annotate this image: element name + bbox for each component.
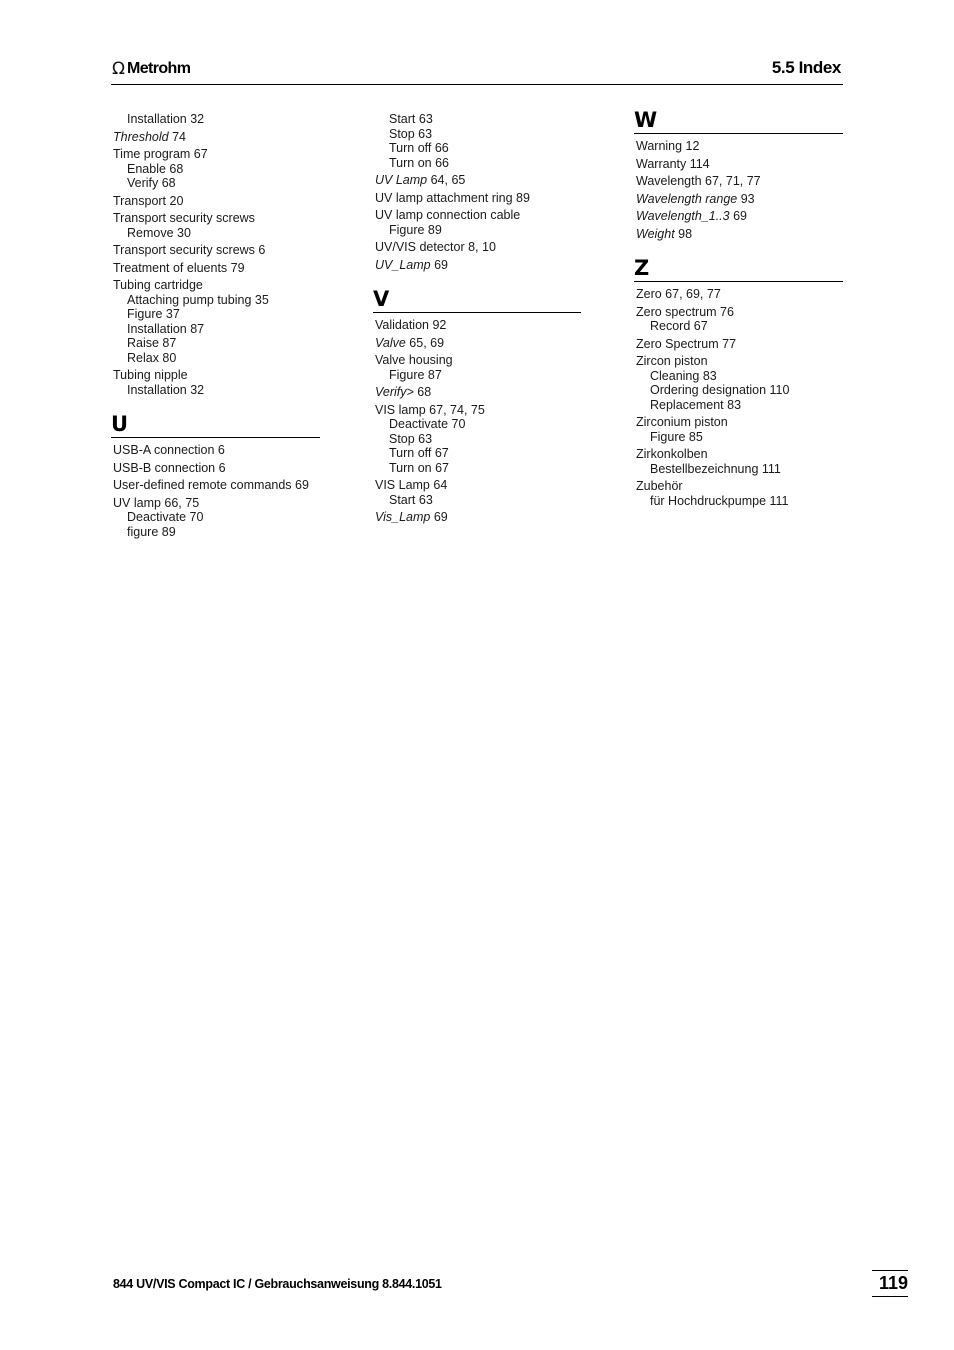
index-subentry: Verify 68 xyxy=(127,176,176,190)
index-term-text: Transport 20 xyxy=(113,193,184,208)
index-term xyxy=(375,240,581,255)
index-entry xyxy=(113,478,320,493)
index-entry xyxy=(113,443,320,458)
index-entry xyxy=(636,305,843,334)
letter-heading-label: V xyxy=(373,287,390,311)
index-term-text: Threshold xyxy=(113,129,169,144)
index-subentry: Installation 87 xyxy=(127,321,205,336)
index-subentry: Stop 63 xyxy=(389,126,433,141)
index-term xyxy=(636,287,843,302)
index-term xyxy=(375,191,581,206)
index-term xyxy=(375,336,581,351)
index-term-text: UV lamp 66, 75 xyxy=(113,495,200,510)
index-subentry: Attaching pump tubing 35 xyxy=(127,292,269,307)
index-term xyxy=(113,211,320,226)
index-entry xyxy=(113,261,320,276)
index-entry xyxy=(375,510,581,525)
index-entry xyxy=(375,112,581,170)
index-term-text: UV_Lamp xyxy=(375,257,431,272)
index-term xyxy=(636,192,843,207)
brand-name: Metrohm xyxy=(127,60,191,77)
index-term-text: Validation 92 xyxy=(375,318,447,332)
index-entry xyxy=(375,478,581,507)
index-term-text: Valve xyxy=(375,335,406,350)
page-header xyxy=(111,58,843,85)
index-term xyxy=(113,194,320,209)
index-term-text: Transport security screws 6 xyxy=(113,243,266,257)
letter-heading xyxy=(373,286,581,313)
index-term-pages: 69 xyxy=(434,257,448,272)
index-subentry: Deactivate 70 xyxy=(127,510,204,524)
index-subentry: Replacement 83 xyxy=(650,397,742,412)
index-term xyxy=(113,496,320,511)
index-entry xyxy=(113,243,320,258)
index-entry xyxy=(113,211,320,240)
index-term xyxy=(636,415,843,430)
index-term-text: Transport security screws xyxy=(113,211,255,225)
index-term xyxy=(636,305,843,320)
index-subentry: Figure 37 xyxy=(127,307,180,321)
index-term xyxy=(113,461,320,476)
index-subentry: Cleaning 83 xyxy=(650,368,717,383)
index-entry xyxy=(113,147,320,191)
index-subentry: Installation 32 xyxy=(127,112,205,126)
index-subentry: Start 63 xyxy=(389,112,433,126)
index-subentry: Figure 89 xyxy=(389,222,442,237)
index-entry xyxy=(113,461,320,476)
index-term-text: Treatment of eluents 79 xyxy=(113,260,245,275)
index-term xyxy=(636,139,843,154)
index-entry xyxy=(636,415,843,444)
index-term xyxy=(375,478,581,493)
index-entry xyxy=(375,208,581,237)
index-term xyxy=(636,447,843,462)
index-column-2 xyxy=(375,112,581,528)
index-entry xyxy=(113,368,320,397)
index-term-pages: 68 xyxy=(417,385,432,399)
letter-heading-label: U xyxy=(111,412,129,436)
index-term-text: Vis_Lamp xyxy=(375,510,431,524)
index-term-pages: 74 xyxy=(172,129,186,144)
index-entry xyxy=(636,192,843,207)
index-subentry: Installation 32 xyxy=(127,382,205,397)
index-column-3 xyxy=(634,108,843,511)
index-subentry: Figure 87 xyxy=(389,367,442,382)
index-entry xyxy=(113,496,320,540)
index-entry xyxy=(636,209,843,224)
index-subentry: für Hochdruckpumpe 111 xyxy=(650,493,789,508)
index-subentry: Stop 63 xyxy=(389,431,433,446)
index-term-text: Warranty 114 xyxy=(636,156,710,171)
index-term xyxy=(636,479,843,494)
index-term-pages: 69 xyxy=(733,209,747,223)
omega-logo-icon: Ω xyxy=(112,59,125,79)
index-entry xyxy=(375,318,581,333)
index-entry xyxy=(636,287,843,302)
index-entry xyxy=(375,353,581,382)
index-term xyxy=(375,318,581,333)
index-entry xyxy=(113,112,320,127)
index-subentry: Raise 87 xyxy=(127,336,177,350)
index-term-text: VIS lamp 67, 74, 75 xyxy=(375,402,485,417)
index-term-pages: 69 xyxy=(433,510,448,524)
index-term xyxy=(636,227,843,242)
index-subentry: Relax 80 xyxy=(127,350,177,365)
index-entry xyxy=(636,139,843,154)
index-term-text: UV lamp connection cable xyxy=(375,208,521,222)
index-entry xyxy=(375,173,581,188)
index-term xyxy=(375,403,581,418)
index-term-text: User-defined remote commands 69 xyxy=(113,478,309,492)
index-term xyxy=(375,173,581,188)
index-entry xyxy=(375,403,581,476)
index-term xyxy=(113,261,320,276)
index-term xyxy=(375,510,581,525)
index-entry xyxy=(636,354,843,412)
index-subentry: figure 89 xyxy=(127,524,176,539)
index-term xyxy=(113,368,320,383)
index-term-text: Wavelength_1..3 xyxy=(636,209,730,223)
index-term-text: Zirconium piston xyxy=(636,415,728,429)
index-term xyxy=(375,353,581,368)
index-subentry: Turn on 66 xyxy=(389,155,449,170)
index-entry xyxy=(636,447,843,476)
index-subentry: Turn off 67 xyxy=(389,446,449,460)
index-term-pages: 65, 69 xyxy=(409,335,445,350)
index-entry xyxy=(113,278,320,365)
index-subentry: Figure 85 xyxy=(650,429,703,444)
index-term-text: Zero Spectrum 77 xyxy=(636,336,737,351)
index-term-text: UV lamp attachment ring 89 xyxy=(375,190,530,205)
section-title: 5.5 Index xyxy=(771,58,841,77)
index-term xyxy=(113,243,320,258)
index-entry xyxy=(113,130,320,145)
index-subentry: Turn off 66 xyxy=(389,141,449,155)
index-term-text: UV Lamp xyxy=(375,173,428,187)
index-entry xyxy=(636,337,843,352)
index-term-text: Weight xyxy=(636,226,675,241)
index-term-text: USB-A connection 6 xyxy=(113,443,225,457)
index-entry xyxy=(375,385,581,400)
index-subentry: Start 63 xyxy=(389,492,433,507)
index-subentry: Ordering designation 110 xyxy=(650,383,790,397)
index-entry xyxy=(375,258,581,273)
index-subentry: Remove 30 xyxy=(127,225,191,240)
index-entry xyxy=(113,194,320,209)
index-term xyxy=(113,147,320,162)
index-term-text: Tubing cartridge xyxy=(113,278,203,292)
index-term-pages: 64, 65 xyxy=(430,173,466,187)
index-term-text: Zero spectrum 76 xyxy=(636,304,734,319)
page-number: 119 xyxy=(872,1270,908,1297)
letter-heading-label: Z xyxy=(634,256,650,280)
letter-heading xyxy=(634,107,843,134)
index-term-text: VIS Lamp 64 xyxy=(375,478,448,492)
index-entry xyxy=(636,174,843,189)
index-subentry: Turn on 67 xyxy=(389,460,449,475)
index-term xyxy=(113,478,320,493)
index-column-1 xyxy=(113,112,320,542)
index-term-pages: 93 xyxy=(740,191,755,206)
index-term-text: Time program 67 xyxy=(113,147,208,161)
index-subentry: Record 67 xyxy=(650,319,708,333)
index-term xyxy=(375,208,581,223)
index-entry xyxy=(375,336,581,351)
letter-heading xyxy=(111,411,320,438)
index-term-text: USB-B connection 6 xyxy=(113,460,226,475)
index-subentry: Deactivate 70 xyxy=(389,417,466,431)
index-term xyxy=(636,174,843,189)
index-term-text: Zero 67, 69, 77 xyxy=(636,287,721,301)
index-term-text: Valve housing xyxy=(375,353,453,367)
footer-document-title: 844 UV/VIS Compact IC / Gebrauchsanweisung 8.844.1051 xyxy=(113,1277,442,1291)
index-term xyxy=(636,209,843,224)
index-subentry: Enable 68 xyxy=(127,161,184,176)
index-entry xyxy=(375,240,581,255)
index-term-text: Zirkonkolben xyxy=(636,447,708,461)
letter-heading xyxy=(634,255,843,282)
index-term xyxy=(636,354,843,369)
index-term xyxy=(636,157,843,172)
index-term-text: Wavelength range xyxy=(636,191,738,206)
index-term-text: Zircon piston xyxy=(636,354,708,368)
index-term-text: Tubing nipple xyxy=(113,368,188,382)
index-entry xyxy=(636,227,843,242)
index-term xyxy=(113,443,320,458)
index-term xyxy=(113,278,320,293)
index-term xyxy=(113,130,320,145)
index-term xyxy=(375,258,581,273)
brand-logo xyxy=(112,60,190,78)
index-term xyxy=(375,385,581,400)
index-term-text: Wavelength 67, 71, 77 xyxy=(636,174,761,188)
index-entry xyxy=(375,191,581,206)
index-entry xyxy=(636,157,843,172)
index-term-text: Verify> xyxy=(375,385,414,399)
index-entry xyxy=(636,479,843,508)
index-term-text: Warning 12 xyxy=(636,139,700,153)
letter-heading-label: W xyxy=(634,108,658,132)
index-term xyxy=(636,337,843,352)
index-term-pages: 98 xyxy=(678,226,693,241)
index-term-text: Zubehör xyxy=(636,479,683,493)
index-subentry: Bestellbezeichnung 111 xyxy=(650,461,781,476)
index-term-text: UV/VIS detector 8, 10 xyxy=(375,240,496,254)
